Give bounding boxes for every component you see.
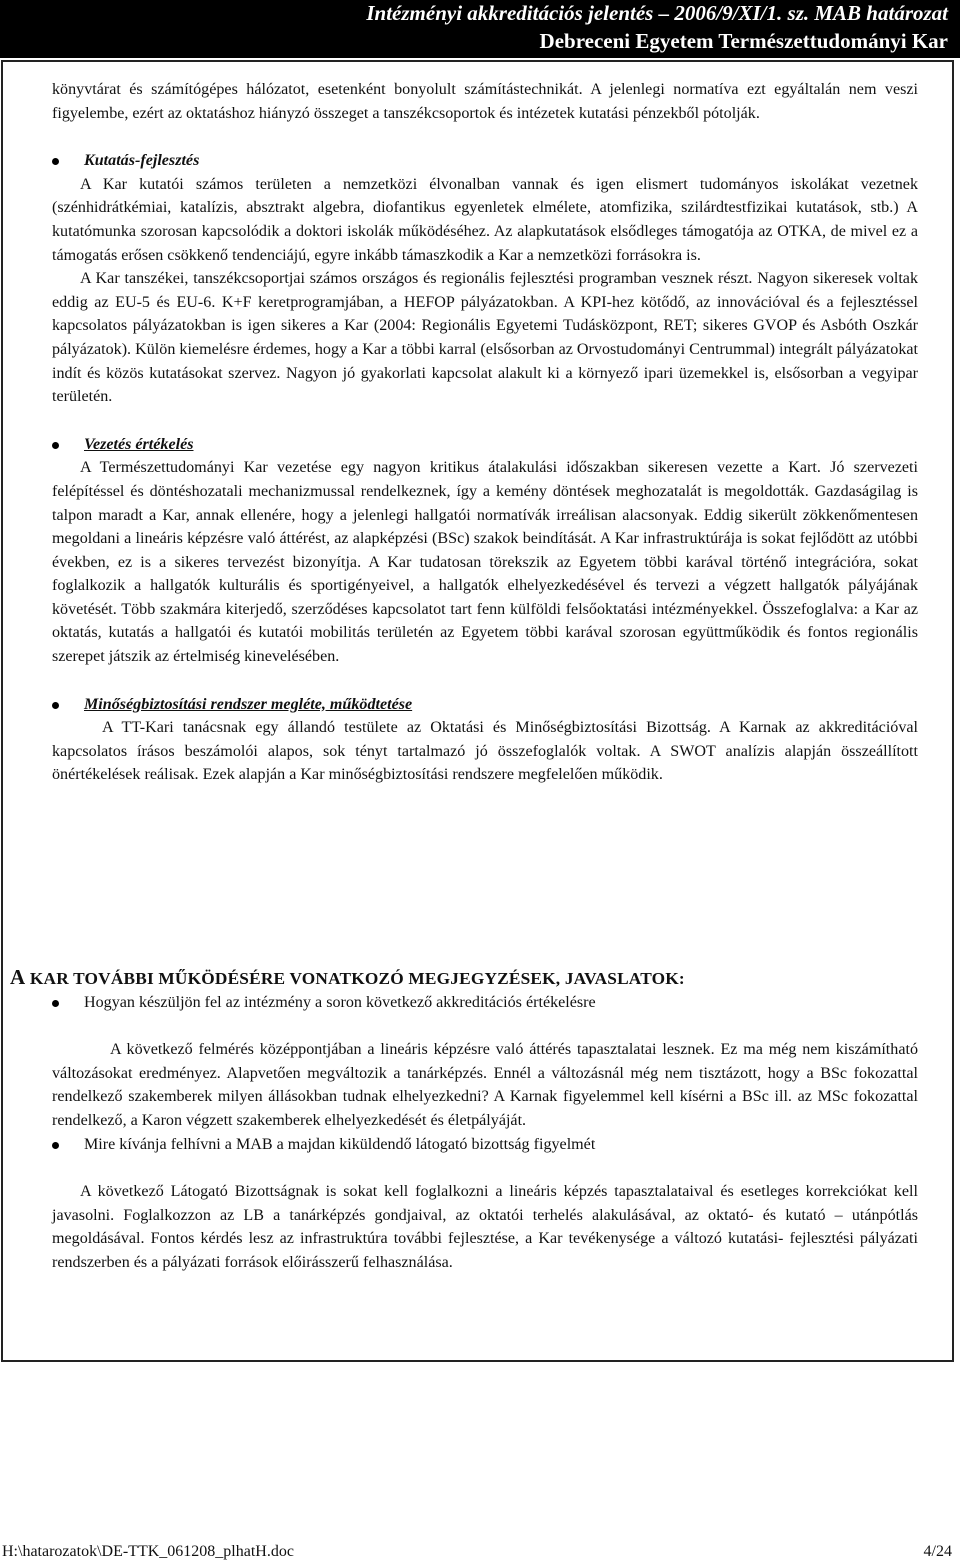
remarks-answer-2: A következő Látogató Bizottságnak is sokat kell foglalkozni a lineáris képzés tapasztalataival és esetleges korrekciókat kell javasolni. Foglalkozzon az LB a tanárképzés gondjaival, az oktatói terhelés alakulásával, az oktató- és kutató – utánpótlás megoldásával. Fontos kérdés lesz az infrastruktúra további fejlesztése, a Kar tevékenysége a változó kutatási- fejlesztési pályázati rendszerben és a pályázati források előirásszerű felhasználása. xyxy=(52,1183,918,1271)
document-body xyxy=(52,64,918,808)
research-paragraph-1: A Kar kutatói számos területen a nemzetközi élvonalban vannak és igen elismert tudományos iskolákat vezetnek (szénhidrátkémiai, katalízis, absztrakt algebra, diofantikus egyenletek elmélete, atomfizika, szilárdtestfizikai kutatások, stb.) A kutatómunka szorosan kapcsolódik a doktori iskolák működéséhez. Az alapkutatások elsődleges támogatója az OTKA, de mivel ez a támogatás erősen csökkenő tendenciájú, egyre inkább támaszkodik a Kar a nemzetközi forrásokra is. xyxy=(52,175,918,264)
leadership-paragraph: A Természettudományi Kar vezetése egy nagyon kritikus átalakulási időszakban sikeresen vezette a Kart. Jó szervezeti felépítéssel és döntéshozatali mechanizmussal rendelkeznek, így a kemény döntések meghozatalát is megoldották. Gazdaságilag is talpon maradt a Kar, annak ellenére, hogy a jelenlegi hallgatói normatívák irreálisan alacsonyak. Eddig sikerült zökkenőmentesen megoldani a lineáris képzésre való áttérést, az alapképzési (BSc) szakok beindítását. A Kar infrastruktúrája is sokat fejlődött az utóbbi években, ez is a sikeres tervezést bizonyítja. A Kar tudatosan törekszik az Egyetem többi karával történő integrációra, sokat foglalkozik a hallgatók kulturális és sportigényeivel, a hallgatók elhelyezkedésével és tervezi a végzett hallgatók pályájának követését. Több szakmára kiterjedő, szerződéses kapcsolatot tart fenn külföldi felsőoktatási intézményekkel. Összefoglalva: a Kar az oktatás, kutatás a hallgatói és kutatói mobilitás területén az Egyetem többi karával szorosan együttműködik és fontos regionális szerepet játszik az értelmiség kinevelésében. xyxy=(52,459,918,666)
remarks-question-2: Mire kívánja felhívni a MAB a majdan kiküldendő látogató bizottság figyelmét xyxy=(52,1133,918,1157)
footer-file-path: H:\hatarozatok\DE-TTK_061208_plhatH.doc xyxy=(2,1543,294,1560)
remarks-heading: A KAR TOVÁBBI MŰKÖDÉSÉRE VONATKOZÓ MEGJEGYZÉSEK, JAVASLATOK: xyxy=(10,965,685,989)
leadership-heading: Vezetés értékelés xyxy=(52,433,918,457)
research-paragraph-2: A Kar tanszékei, tanszékcsoportjai számos országos és regionális fejlesztési programban vesznek részt. Nagyon sikeresek voltak eddig az EU-5 és EU-6. K+F keretprogramjában, a HEFOP pályázatokban. A KPI-hez kötődő, az innovációval és a fejlesztéssel kapcsolatos pályázatokban is igen sikeres a Kar (2004: Regionális Egyetemi Tudásközpont, RET; sikeres GVOP és Asbóth Oszkár pályázatok). Külön kiemelésre érdemes, hogy a Kar a többi karral (elsősorban az Orvostudományi Centrummal) integrált pályázatokat indít és közös kutatásokat szervez. Nagyon jó gyakorlati kapcsolat alakult ki a környező ipari üzemekkel is, elsősorban a vegyipar területén. xyxy=(52,270,918,406)
research-heading: Kutatás-fejlesztés xyxy=(52,149,918,173)
footer-page-number: 4/24 xyxy=(923,1543,952,1560)
bullet-icon xyxy=(52,702,59,709)
remarks-question-1: Hogyan készüljön fel az intézmény a soron következő akkreditációs értékelésre xyxy=(52,991,918,1015)
quality-heading: Minőségbiztosítási rendszer megléte, működtetése xyxy=(52,693,918,717)
intro-paragraph: könyvtárat és számítógépes hálózatot, esetenként bonyolult számítástechnikát. A jelenlegi normatíva ezt egyáltalán nem veszi figyelembe, ezért az oktatáshoz hiányzó összeget a tanszékcsoportok és intézetek kutatási pénzekből pótolják. xyxy=(52,81,918,122)
quality-paragraph: A TT-Kari tanácsnak egy állandó testülete az Oktatási és Minőségbiztosítási Bizottság. A Karnak az akkreditációval kapcsolatos írásos beszámolói alapos, sok tényt tartalmazó jó összefoglalók voltak. A SWOT analízis alapján összeállított önértékelések reálisak. Ezek alapján a Kar minőségbiztosítási rendszere megfelelően működik. xyxy=(52,719,918,784)
bullet-icon xyxy=(52,442,59,449)
bullet-icon xyxy=(52,1000,59,1007)
bullet-icon xyxy=(52,1142,59,1149)
bullet-icon xyxy=(52,158,59,165)
header-subtitle: Debreceni Egyetem Természettudományi Kar xyxy=(539,29,948,53)
remarks-answer-1: A következő felmérés középpontjában a lineáris képzésre való áttérés tapasztalatai lesznek. Ez ma még nem kiszámítható változásokat eredményez. Alapvetően megváltozik a tanárképzés. Ennél a változásnál még nem tisztázott, hogy a BSc fokozattal rendelkező szakemberek milyen állásokban tudnak elhelyezkedni? A Karnak figyelemmel kell kísérni a BSc ill. az MSc fokozattal rendelkező, a Karon végzett szakemberek elhelyezkedését és életpályáját. xyxy=(52,1041,918,1129)
remarks-section xyxy=(10,966,918,1275)
page-header xyxy=(0,0,960,58)
header-title: Intézményi akkreditációs jelentés – 2006/9/XI/1. sz. MAB határozat xyxy=(366,1,948,25)
